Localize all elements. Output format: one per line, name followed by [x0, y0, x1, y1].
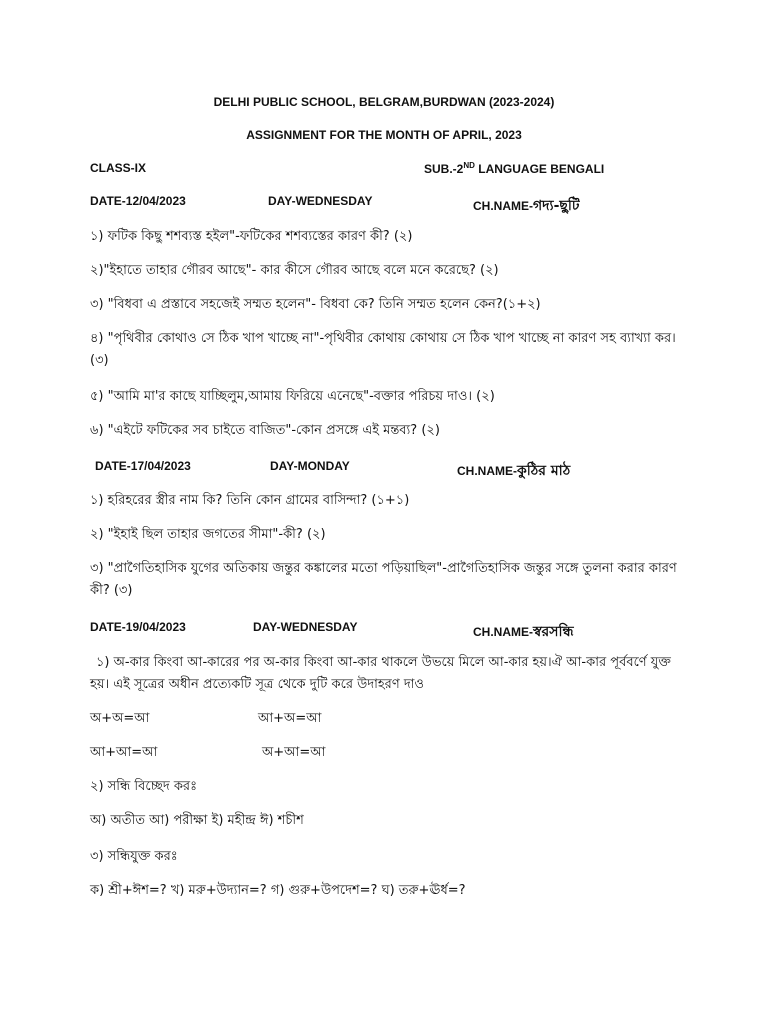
subject-sup: ND [463, 161, 475, 170]
rule-example: অ+আ=আ [262, 745, 326, 760]
section-3-header [90, 620, 690, 640]
subject-label [424, 161, 604, 176]
section-date: DATE-19/04/2023 [90, 620, 186, 634]
question-items: ক) শ্রী+ঈশ=? খ) মরু+উদ্যান=? গ) গুরু+উপদেশ=? ঘ) তরু+ঊর্ধ=? [90, 883, 466, 898]
section-chapter [473, 620, 574, 644]
school-title: DELHI PUBLIC SCHOOL, BELGRAM,BURDWAN (2023-2024) [213, 95, 555, 109]
chapter-name: গদ্য-ছুটি [533, 198, 580, 214]
rule-intro: ১) অ-কার কিংবা আ-কারের পর অ-কার কিংবা আ-কার থাকলে উভয়ে মিলে আ-কার হয়।ঐ আ-কার পূর্ববর্ণে যুক্ত হয়। এই সূত্রের অধীন প্রত্যেকটি সূত্র থেকে দুটি করে উদাহরণ দাও [90, 655, 671, 692]
question: ২) সন্ধি বিচ্ছেদ করঃ [90, 779, 198, 794]
subject-suffix: LANGUAGE BENGALI [474, 162, 605, 176]
question: ৪) "পৃথিবীর কোথাও সে ঠিক খাপ খাচ্ছে না"-পৃথিবীর কোথায় কোথায় সে ঠিক খাপ খাচ্ছে না কারণ সহ ব্যাখ্যা কর।(৩) [90, 331, 676, 368]
question: ২) "ইহাই ছিল তাহার জগতের সীমা"-কী? (২) [90, 527, 326, 542]
section-chapter [473, 194, 580, 218]
section-1-header [90, 194, 690, 214]
chapter-name: স্বরসন্ধি [533, 624, 574, 640]
class-label: CLASS-IX [90, 161, 147, 175]
chapter-prefix: CH.NAME- [457, 464, 517, 478]
section-chapter [457, 459, 570, 483]
rule-example: অ+অ=আ [90, 711, 150, 726]
question: ২)"ইহাতে তাহার গৌরব আছে"- কার কীসে গৌরব আছে বলে মনে করেছে? (২) [90, 263, 499, 278]
question: ৫) "আমি মা'র কাছে যাচ্ছিলুম,আমায় ফিরিয়ে এনেছে"-বক্তার পরিচয় দাও। (২) [90, 389, 495, 404]
question: ৩) "বিধবা এ প্রস্তাবে সহজেই সম্মত হলেন"- বিধবা কে? তিনি সম্মত হলেন কেন?(১+২) [90, 297, 541, 312]
question: ৩) "প্রাগৈতিহাসিক যুগের অতিকায় জন্তুর কঙ্কালের মতো পড়িয়াছিল"-প্রাগৈতিহাসিক জন্তুর সঙ্গে তুলনা করার কারণ কী? (৩) [90, 561, 677, 598]
question: ১) ফটিক কিছু শশব্যস্ত হইল"-ফটিকের শশব্যস্তের কারণ কী? (২) [90, 229, 413, 244]
question: ১) হরিহরের স্ত্রীর নাম কি? তিনি কোন গ্রামের বাসিন্দা? (১+১) [90, 493, 410, 508]
question: ৩) সন্ধিযুক্ত করঃ [90, 849, 178, 864]
chapter-name: কুঠির মাঠ [517, 463, 571, 479]
section-date: DATE-12/04/2023 [90, 194, 186, 208]
chapter-prefix: CH.NAME- [473, 625, 533, 639]
rule-example: আ+অ=আ [258, 711, 322, 726]
chapter-prefix: CH.NAME- [473, 199, 533, 213]
section-date: DATE-17/04/2023 [95, 459, 191, 473]
section-day: DAY-WEDNESDAY [253, 620, 358, 634]
section-day: DAY-WEDNESDAY [268, 194, 373, 208]
subject-prefix: SUB.-2 [424, 162, 464, 176]
question-items: অ) অতীত আ) পরীক্ষা ই) মহীন্দ্র ঈ) শচীশ [90, 813, 304, 828]
question: ৬) "এইটে ফটিকের সব চাইতে বাজিত"-কোন প্রসঙ্গে এই মন্তব্য? (২) [90, 423, 440, 438]
rule-example: আ+আ=আ [90, 745, 158, 760]
section-2-header [95, 459, 695, 479]
class-subject-row [90, 161, 690, 181]
section-day: DAY-MONDAY [270, 459, 350, 473]
assignment-title: ASSIGNMENT FOR THE MONTH OF APRIL, 2023 [246, 128, 522, 142]
